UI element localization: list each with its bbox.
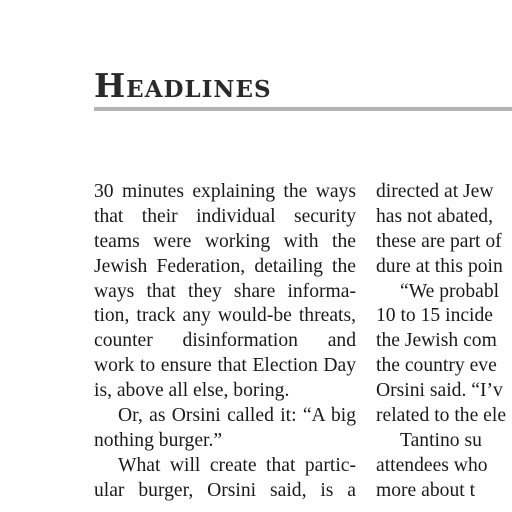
- text-line: directed at Jew: [376, 181, 494, 202]
- text-line: teams were working with the: [94, 230, 356, 252]
- text-line: has not abated,: [376, 205, 493, 227]
- text-line: the Jewish com: [376, 330, 497, 352]
- article-column-right: [376, 180, 512, 504]
- article-column-left: [94, 180, 356, 504]
- text-line: Jewish Federation, detailing the: [94, 255, 356, 277]
- section-heading: Headlines: [94, 66, 272, 105]
- text-line: What will create that partic-: [118, 454, 356, 476]
- text-line: ular burger, Orsini said, is a: [94, 479, 356, 501]
- text-line: Or, as Orsini called it: “A big: [118, 405, 356, 427]
- text-line: ways that they share informa-: [94, 280, 356, 302]
- text-line: these are part of: [376, 230, 502, 252]
- text-line: is, above all else, boring.: [94, 380, 290, 402]
- text-line: related to the ele: [376, 405, 507, 427]
- text-line: counter disinformation and: [94, 330, 356, 352]
- text-line: 30 minutes explaining the ways: [94, 181, 356, 202]
- text-line: work to ensure that Election Day: [94, 355, 356, 377]
- text-line: the country eve: [376, 355, 497, 377]
- text-line: “We probabl: [400, 280, 500, 302]
- text-line: Orsini said. “I’v: [376, 380, 503, 402]
- text-line: that their individual security: [94, 205, 356, 227]
- text-line: dure at this poin: [376, 255, 503, 277]
- text-line: 10 to 15 incide: [376, 305, 493, 327]
- text-line: more about t: [376, 479, 476, 501]
- heading-rule: [94, 107, 512, 111]
- text-line: nothing burger.”: [94, 429, 223, 451]
- text-line: tion, track any would-be threats,: [94, 305, 356, 327]
- text-line: attendees who: [376, 454, 488, 476]
- text-line: Tantino su: [400, 429, 482, 451]
